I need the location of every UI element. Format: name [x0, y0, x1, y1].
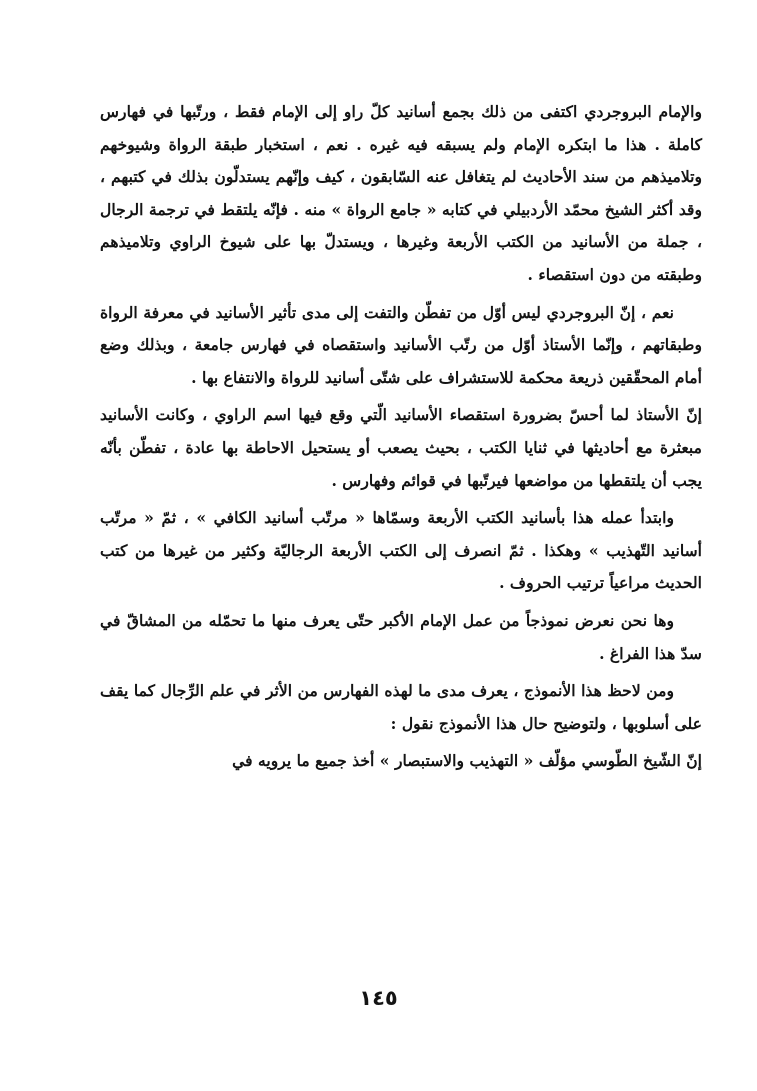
body-text	[100, 96, 702, 783]
page-number: ١٤٥	[359, 986, 398, 1010]
paragraph-1: والإمام البروجردي اكتفى من ذلك بجمع أسانيد كلّ راو إلى الإمام فقط ، ورتّبها في فهارس كاملة . هذا ما ابتكره الإمام ولم يسبقه فيه غيره . نعم ، استخبار طبقة الرواة وشيوخهم وتلاميذهم من سند الأحاديث لم يتغافل عنه السّابقون ، كيف وإنّهم يستدلّون بذلك في كتبهم ، وقد أكثر الشيخ محمّد الأردبيلي في كتابه « جامع الرواة » منه . فإنّه يلتقط في ترجمة الرجال ، جملة من الأسانيد من الكتب الأربعة وغيرها ، ويستدلّ بها على شيوخ الراوي وتلاميذهم وطبقته من دون استقصاء .	[100, 102, 702, 284]
paragraph-2: نعم ، إنّ البروجردي ليس أوّل من تفطّن والتفت إلى مدى تأثير الأسانيد في معرفة الرواة وطبقاتهم ، وإنّما الأستاذ أوّل من رتّب الأسانيد واستقصاه في فهارس جامعة ، وبذلك وضع أمام المحقّقين ذريعة محكمة للاستشراف على شتّى أسانيد للرواة والانتفاع بها .	[100, 302, 702, 387]
paragraph-4: وابتدأ عمله هذا بأسانيد الكتب الأربعة وسمّاها « مرتّب أسانيد الكافي » ، ثمّ « مرتّب أسانيد التّهذيب » وهكذا . ثمّ انصرف إلى الكتب الأربعة الرجاليّة وكثير من غيرها من كتب الحديث مراعياً ترتيب الحروف .	[100, 508, 702, 593]
paragraph-5: وها نحن نعرض نموذجاً من عمل الإمام الأكبر حتّى يعرف منها ما تحمّله من المشاقّ في سدّ هذا الفراغ .	[100, 610, 702, 663]
paragraph-3: إنّ الأستاذ لما أحسّ بضرورة استقصاء الأسانيد الّتي وقع فيها اسم الراوي ، وكانت الأسانيد مبعثرة مع أحاديثها في ثنايا الكتب ، بحيث يصعب أو يستحيل الاحاطة بها عادة ، تفطّن بأنّه يجب أن يلتقطها من مواضعها فيرتّبها في قوائم وفهارس .	[100, 405, 702, 490]
paragraph-6: ومن لاحظ هذا الأنموذج ، يعرف مدى ما لهذه الفهارس من الأثر في علم الرِّجال كما يقف على أسلوبها ، ولتوضيح حال هذا الأنموذج نقول :	[100, 681, 702, 733]
paragraph-7: إنّ الشّيخ الطّوسي مؤلّف « التهذيب والاستبصار » أخذ جميع ما يرويه في	[232, 751, 702, 771]
